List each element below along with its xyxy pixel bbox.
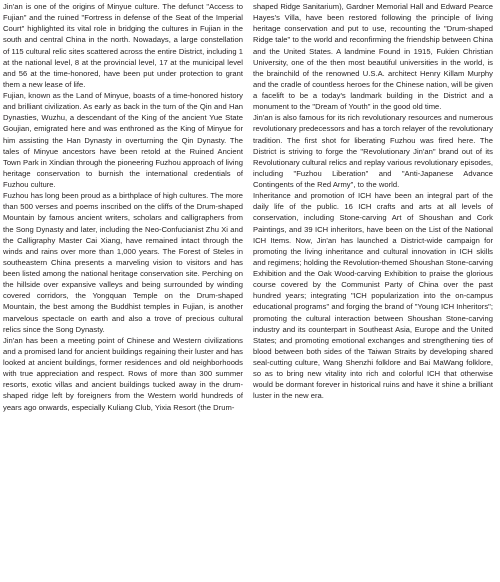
left-column bbox=[3, 1, 243, 582]
paragraph-east-west-meeting: Jin'an has been a meeting point of Chinese and Western civilizations and a promised land for ancient buildings regaining their luster and has looked at ancient buildings, former residences and old neighborhoods with true appreciation and respect. Rows of more than 300 summer resorts, exotic villas and ancient buildings tucked away in the drum-shaped ridge left by foreigners from the Western world hundreds of years ago onwards, especially Kuliang Club, Yixia Resort (the Drum- bbox=[3, 335, 243, 412]
paragraph-land-of-minyue: Fujian, known as the Land of Minyue, boasts of a time-honored history and brilliant civilization. As early as back in the turn of the Qin and Han Dynasties, Wuzhu, a descendant of the King of the ancient Yue State Goujian, emigrated here and was enthroned as the King of Minyue for him assisting the Han Dynasty in overturning the Qin Dynasty. The tales of Minyue ancestors have been retold at the Ruined Ancient Town Park in Xindian through the pioneering Fuzhou approach of living heritage conservation to burnish the international credentials of Fuzhou culture. bbox=[3, 91, 243, 189]
paragraph-revolutionary-resources: Jin'an is also famous for its rich revolutionary resources and numerous revolutionary predecessors and has a torch relayer of the revolutionary tradition. The first shot for liberating Fuzhou was fired here. The District is striving to forge the "Revolutionary Jin'an" brand out of its Revolutionary cultural relics and replay various revolutionary episodes, including "Fuzhou Liberation" and "Anti-Japanese Advance Contingents of the Red Army", to the world. bbox=[253, 113, 493, 189]
paragraph-minyue-origins: Jin'an is one of the origins of Minyue culture. The defunct "Access to Fujian" and the ruined "Fortress in defense of the Seat of the Imperial Court" highlighted its vital role in bridging the cultures in Fujian in the south and central China in the north. Nowadays, a large constellation of 115 cultural relic sites scattered across the entire District, including 1 at the national level, 8 at the provincial level, 17 at the municipal level and 56 at the time-honored, have been put under protection to grant them a new lease of life. bbox=[3, 2, 243, 89]
right-column bbox=[253, 1, 493, 582]
paragraph-high-cultures: Fuzhou has long been proud as a birthplace of high cultures. The more than 500 verses and poems inscribed on the cliffs of the Drum-shaped Mountain by famous ancient writers, scholars and calligraphers from the Song Dynasty and later, including the Neo-Confucianist Zhu Xi and the Calligraphy Master Cai Xiang, have remained intact through the winds and rains over more than 1,000 years. The Forest of Steles in southeastern China presents a marveling vision to visitors and has been listed among the national heritage conservation site. Perching on the hillside over expansive valleys and being surrounded by winding covered corridors, the Yongquan Temple on the Drum-shaped Mountain, the best among the Buddhist temples in Fujian, is another marvelous spectacle on earth and also a trove of precious cultural relics since the Song Dynasty. bbox=[3, 191, 243, 334]
paragraph-ich-inheritance: Inheritance and promotion of ICH have been an integral part of the daily life of the public. 16 ICH crafts and arts at all levels of conservation, including Stone-carving Art of Shoushan and Cork Paintings, and 39 ICH inheritors, have been on the List of the National ICH Items. Now, Jin'an has launched a District-wide campaign for promoting the living inheritance and cultural innovation in ICH skills and regimens; holding the Revolution-themed Shoushan Stone-carving Exhibition and the Oak Wood-carving Exhibition to praise the glorious course covered by the Communist Party of China over the past hundred years; integrating "ICH popularization into the on-campus educational programs" and forging the brand of "Young ICH Inheritors"; promoting the cultural interaction between Shoushan Stone-carving industry and its counterpart in Southeast Asia, Europe and the United States; and promoting emotional exchanges and strengthening ties of blood between both sides of the Taiwan Straits by developing shared seal-cutting culture, Wang Shenzhi folklore and Bai MaWang folklore, so as to bring new vitality into rich and colorful ICH that otherwise would be dormant forever in historical ruins and have it shine a brilliant luster in the new era. bbox=[253, 191, 493, 401]
paragraph-drum-ridge-continued: shaped Ridge Sanitarium), Gardner Memorial Hall and Edward Pearce Hayes's Villa, have been restored following the principle of living heritage conservation and put to use, recounting the "Drum-shaped Ridge tale" to the world and reconfirming the friendship between China and the United States. A landmine Found in 1915, Fukien Christian University, one of the then most beautiful universities in the world, is the brainchild of the renowned U.S.A. architect Henry Killam Murphy and the cradle of countless heroes for the Chinese nation, will be given a facelift to be a today's landmark building in the District and a monument to the "Dream of Youth" in the good old time. bbox=[253, 2, 493, 112]
